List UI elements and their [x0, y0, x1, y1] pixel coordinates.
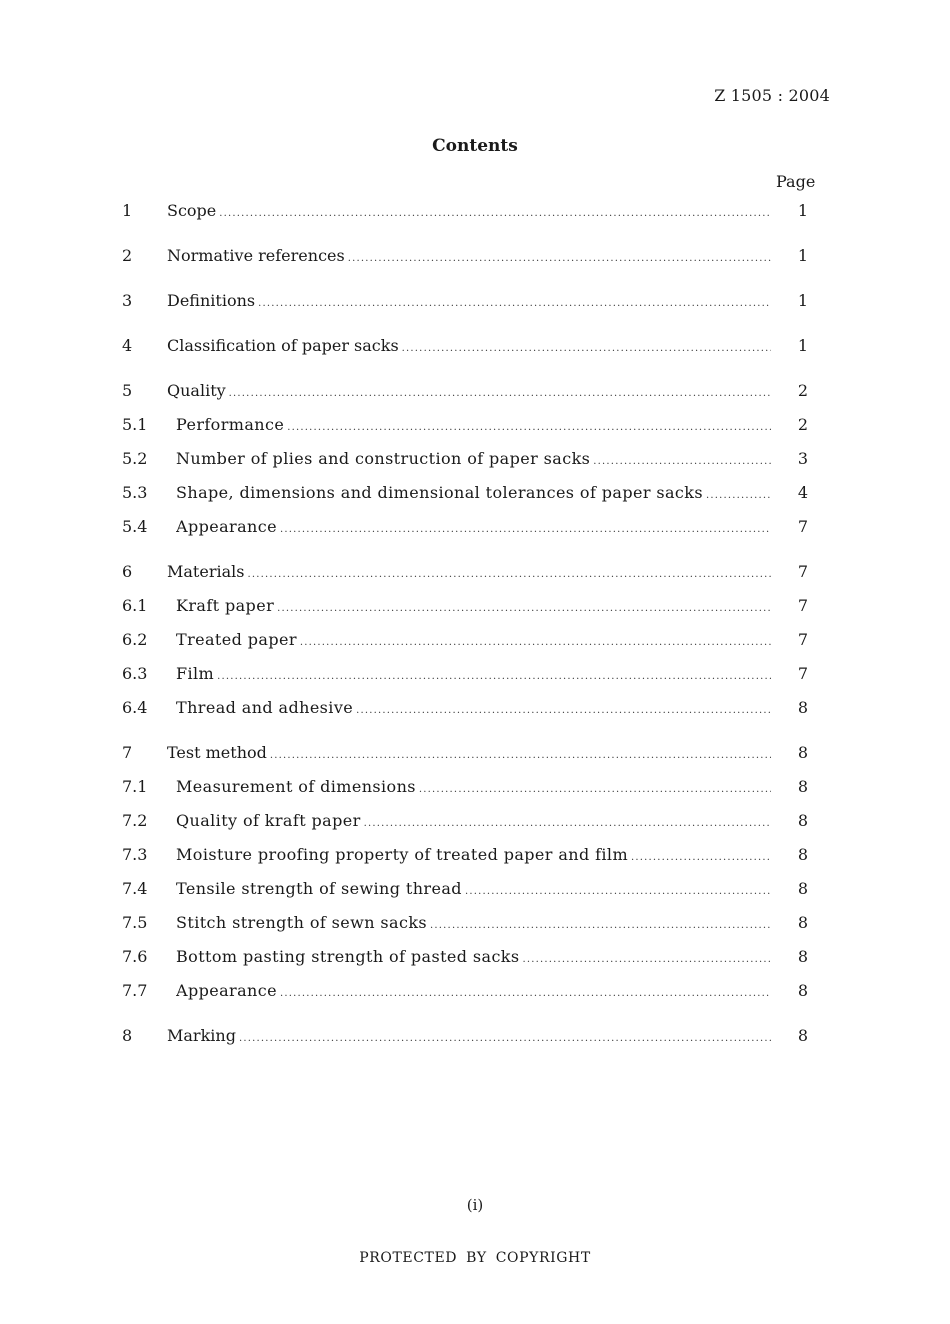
toc-entry	[0, 625, 950, 659]
dot-leader	[270, 750, 771, 761]
toc-entry-title	[167, 743, 771, 762]
standard-number: Z 1505 : 2004	[714, 86, 830, 105]
toc-entry	[0, 840, 950, 874]
toc-entry-title	[176, 981, 771, 1000]
toc-entry-label: Quality of kraft paper	[176, 811, 361, 830]
page-column-heading: Page	[776, 172, 816, 191]
toc-entry-label: Performance	[176, 415, 285, 434]
dot-leader	[239, 1033, 771, 1044]
toc-entry-number: 3	[122, 291, 133, 310]
toc-entry	[0, 738, 950, 772]
dot-leader	[465, 886, 771, 897]
toc-entry-number: 7.1	[122, 777, 148, 796]
toc-entry	[0, 591, 950, 625]
toc-entry-label: Appearance	[176, 981, 277, 1000]
toc-entry-title	[176, 415, 771, 434]
toc-entry	[0, 806, 950, 840]
toc-entry-page: 8	[797, 981, 809, 1000]
dot-leader	[219, 208, 771, 219]
toc-entry	[0, 376, 950, 410]
toc-entry-page: 8	[797, 1026, 809, 1045]
toc-entry-title	[176, 947, 771, 966]
toc-entry-number: 6.3	[122, 664, 148, 683]
toc-entry-title	[167, 246, 771, 265]
toc-entry	[0, 331, 950, 376]
toc-entry-page: 8	[797, 777, 809, 796]
toc-entry-label: Moisture proofing property of treated paper and film	[176, 845, 629, 864]
toc-entry-title	[167, 381, 771, 400]
toc-entry-title	[176, 664, 771, 683]
toc-entry	[0, 874, 950, 908]
toc-entry-number: 5.4	[122, 517, 148, 536]
toc-entry-label: Shape, dimensions and dimensional tolerances of paper sacks	[176, 483, 703, 502]
toc-entry-number: 5	[122, 381, 133, 400]
toc-entry-label: Quality	[167, 381, 226, 400]
toc-entry-label: Definitions	[167, 291, 256, 310]
toc-entry-label: Appearance	[176, 517, 277, 536]
toc-entry-number: 7.6	[122, 947, 148, 966]
footer-page-number: (i)	[466, 1196, 484, 1214]
toc-entry-page: 4	[797, 483, 809, 502]
toc-entry	[0, 286, 950, 331]
table-of-contents	[0, 196, 950, 1066]
toc-entry-title	[176, 449, 771, 468]
toc-entry-title	[176, 630, 771, 649]
toc-entry-page: 8	[797, 879, 809, 898]
toc-entry-page: 1	[797, 201, 809, 220]
toc-entry-number: 8	[122, 1026, 133, 1045]
toc-entry-label: Tensile strength of sewing thread	[176, 879, 462, 898]
toc-entry	[0, 478, 950, 512]
toc-entry-label: Scope	[167, 201, 217, 220]
dot-leader	[364, 818, 771, 829]
toc-entry-page: 7	[797, 517, 809, 536]
toc-entry-title	[176, 483, 771, 502]
toc-entry-page: 7	[797, 630, 809, 649]
toc-entry	[0, 942, 950, 976]
toc-entry-number: 7.3	[122, 845, 148, 864]
toc-entry-label: Bottom pasting strength of pasted sacks	[176, 947, 520, 966]
toc-entry-page: 7	[797, 664, 809, 683]
toc-entry-number: 2	[122, 246, 133, 265]
toc-entry-title	[176, 845, 771, 864]
toc-entry-title	[167, 336, 771, 355]
dot-leader	[706, 490, 771, 501]
toc-entry-label: Materials	[167, 562, 245, 581]
dot-leader	[348, 253, 771, 264]
toc-entry	[0, 557, 950, 591]
toc-entry-title	[176, 596, 771, 615]
toc-entry-page: 2	[797, 381, 809, 400]
toc-entry-number: 7.7	[122, 981, 148, 1000]
dot-leader	[402, 343, 771, 354]
toc-entry	[0, 410, 950, 444]
dot-leader	[258, 298, 771, 309]
toc-entry-label: Measurement of dimensions	[176, 777, 416, 796]
toc-entry-title	[167, 201, 771, 220]
toc-entry-title	[176, 517, 771, 536]
toc-entry-number: 4	[122, 336, 133, 355]
toc-entry-number: 7	[122, 743, 133, 762]
toc-entry	[0, 1021, 950, 1066]
toc-entry-label: Thread and adhesive	[176, 698, 354, 717]
toc-entry	[0, 444, 950, 478]
toc-entry	[0, 196, 950, 241]
toc-entry-page: 8	[797, 947, 809, 966]
toc-entry-label: Classification of paper sacks	[167, 336, 399, 355]
dot-leader	[430, 920, 771, 931]
toc-entry-title	[167, 562, 771, 581]
toc-entry-label: Test method	[167, 743, 267, 762]
toc-entry-number: 5.2	[122, 449, 148, 468]
dot-leader	[280, 524, 771, 535]
toc-entry	[0, 908, 950, 942]
toc-entry-label: Marking	[167, 1026, 236, 1045]
dot-leader	[287, 422, 771, 433]
toc-entry-title	[167, 1026, 771, 1045]
toc-entry-label: Film	[176, 664, 215, 683]
toc-entry-page: 3	[797, 449, 809, 468]
dot-leader	[523, 954, 771, 965]
toc-entry	[0, 772, 950, 806]
dot-leader	[229, 388, 771, 399]
toc-entry	[0, 659, 950, 693]
toc-entry-page: 2	[797, 415, 809, 434]
toc-entry-page: 1	[797, 291, 809, 310]
toc-entry-label: Number of plies and construction of paper sacks	[176, 449, 591, 468]
toc-entry-page: 8	[797, 913, 809, 932]
toc-entry-title	[176, 777, 771, 796]
dot-leader	[356, 705, 771, 716]
toc-entry-page: 1	[797, 336, 809, 355]
toc-entry	[0, 241, 950, 286]
toc-entry-number: 6.4	[122, 698, 148, 717]
toc-entry	[0, 693, 950, 738]
toc-entry	[0, 976, 950, 1021]
toc-entry-title	[176, 913, 771, 932]
toc-entry-label: Normative references	[167, 246, 345, 265]
toc-entry-page: 8	[797, 698, 809, 717]
toc-entry	[0, 512, 950, 557]
toc-entry-title	[176, 698, 771, 717]
toc-entry-page: 8	[797, 743, 809, 762]
dot-leader	[247, 569, 771, 580]
toc-entry-page: 1	[797, 246, 809, 265]
toc-entry-title	[176, 879, 771, 898]
toc-entry-number: 7.2	[122, 811, 148, 830]
toc-entry-page: 8	[797, 845, 809, 864]
toc-entry-number: 6.1	[122, 596, 148, 615]
toc-entry-number: 5.3	[122, 483, 148, 502]
dot-leader	[631, 852, 771, 863]
toc-entry-label: Stitch strength of sewn sacks	[176, 913, 428, 932]
dot-leader	[300, 637, 771, 648]
toc-entry-number: 1	[122, 201, 133, 220]
toc-entry-title	[176, 811, 771, 830]
toc-entry-number: 6	[122, 562, 133, 581]
toc-entry-number: 7.5	[122, 913, 148, 932]
toc-entry-label: Treated paper	[176, 630, 297, 649]
dot-leader	[593, 456, 771, 467]
toc-entry-title	[167, 291, 771, 310]
copyright-notice: PROTECTED BY COPYRIGHT	[359, 1250, 591, 1266]
toc-entry-number: 6.2	[122, 630, 148, 649]
toc-entry-page: 7	[797, 596, 809, 615]
dot-leader	[419, 784, 771, 795]
contents-title: Contents	[432, 136, 518, 156]
toc-entry-number: 7.4	[122, 879, 148, 898]
toc-entry-label: Kraft paper	[176, 596, 275, 615]
dot-leader	[217, 671, 771, 682]
toc-entry-page: 8	[797, 811, 809, 830]
toc-entry-page: 7	[797, 562, 809, 581]
dot-leader	[277, 603, 771, 614]
dot-leader	[280, 988, 771, 999]
toc-entry-number: 5.1	[122, 415, 148, 434]
